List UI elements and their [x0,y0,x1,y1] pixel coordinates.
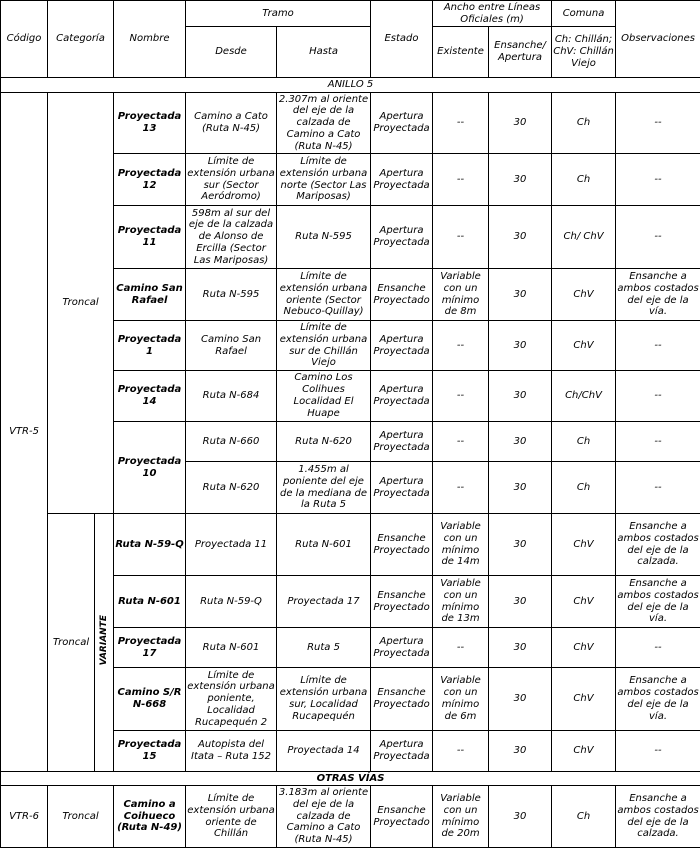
estado-cell: Apertura Proyectada [371,206,433,269]
nombre-cell: Proyectada 12 [114,154,186,206]
header-comuna: Comuna [552,1,616,27]
observaciones-cell: -- [616,154,700,206]
header-desde: Desde [186,27,277,78]
ensanche-cell: 30 [489,668,552,731]
comuna-cell: Ch [552,422,616,462]
estado-cell: Apertura Proyectada [371,628,433,668]
nombre-cell: Camino S/R N-668 [114,668,186,731]
comuna-cell: ChV [552,668,616,731]
ensanche-cell: 30 [489,206,552,269]
existente-cell: Variable con un mínimo de 20m [433,786,489,848]
observaciones-cell: -- [616,731,700,772]
ensanche-cell: 30 [489,422,552,462]
ensanche-cell: 30 [489,786,552,848]
nombre-cell: Ruta N-601 [114,576,186,628]
existente-cell: -- [433,206,489,269]
estado-cell: Ensanche Proyectado [371,576,433,628]
nombre-cell: Ruta N-59-Q [114,514,186,576]
observaciones-cell: Ensanche a ambos costados del eje de la calzada. [616,786,700,848]
comuna-cell: Ch [552,154,616,206]
existente-cell: Variable con un mínimo de 13m [433,576,489,628]
estado-cell: Apertura Proyectada [371,462,433,514]
header-estado: Estado [371,1,433,78]
hasta-cell: Ruta N-620 [277,422,371,462]
table-row [1,514,700,576]
header-nombre: Nombre [114,1,186,78]
hasta-cell: 3.183m al oriente del eje de la calzada de Camino a Cato (Ruta N-45) [277,786,371,848]
ensanche-cell: 30 [489,462,552,514]
existente-cell: -- [433,422,489,462]
existente-cell: Variable con un mínimo de 14m [433,514,489,576]
nombre-cell: Camino a Coihueco (Ruta N-49) [114,786,186,848]
nombre-cell: Camino San Rafael [114,269,186,321]
observaciones-cell: -- [616,422,700,462]
nombre-cell: Proyectada 1 [114,321,186,371]
existente-cell: -- [433,462,489,514]
section-otras-vias: OTRAS VÍAS [1,772,700,786]
nombre-cell: Proyectada 11 [114,206,186,269]
estado-cell: Apertura Proyectada [371,321,433,371]
comuna-cell: ChV [552,576,616,628]
desde-cell: Ruta N-601 [186,628,277,668]
desde-cell: Límite de extensión urbana oriente de Chillán [186,786,277,848]
comuna-cell: ChV [552,628,616,668]
nombre-cell: Proyectada 13 [114,93,186,154]
comuna-cell: Ch [552,786,616,848]
hasta-cell: Proyectada 17 [277,576,371,628]
hasta-cell: Camino Los Colihues Localidad El Huape [277,371,371,422]
codigo-cell: VTR-6 [1,786,48,848]
observaciones-cell: -- [616,93,700,154]
observaciones-cell: Ensanche a ambos costados del eje de la calzada. [616,514,700,576]
desde-cell: Límite de extensión urbana sur (Sector Aeródromo) [186,154,277,206]
comuna-cell: Ch [552,462,616,514]
existente-cell: -- [433,93,489,154]
desde-cell: Ruta N-595 [186,269,277,321]
existente-cell: -- [433,731,489,772]
hasta-cell: Ruta N-601 [277,514,371,576]
ensanche-cell: 30 [489,321,552,371]
existente-cell: Variable con un mínimo de 8m [433,269,489,321]
desde-cell: 598m al sur del eje de la calzada de Alonso de Ercilla (Sector Las Mariposas) [186,206,277,269]
desde-cell: Camino a Cato (Ruta N-45) [186,93,277,154]
variante-label: VARIANTE [98,615,109,666]
estado-cell: Apertura Proyectada [371,422,433,462]
estado-cell: Apertura Proyectada [371,154,433,206]
existente-cell: Variable con un mínimo de 6m [433,668,489,731]
observaciones-cell: -- [616,462,700,514]
header-hasta: Hasta [277,27,371,78]
table-row [1,93,700,154]
comuna-cell: Ch/ ChV [552,206,616,269]
hasta-cell: Ruta 5 [277,628,371,668]
existente-cell: -- [433,371,489,422]
header-categoria: Categoría [48,1,114,78]
comuna-cell: ChV [552,269,616,321]
hasta-cell: Límite de extensión urbana sur, Localidad Rucapequén [277,668,371,731]
comuna-cell: ChV [552,731,616,772]
desde-cell: Ruta N-59-Q [186,576,277,628]
ensanche-cell: 30 [489,628,552,668]
header-comuna-legend: Ch: Chillán; ChV: Chillán Viejo [552,27,616,78]
estado-cell: Ensanche Proyectado [371,786,433,848]
table-row [1,786,700,848]
estado-cell: Apertura Proyectada [371,731,433,772]
comuna-cell: Ch/ChV [552,371,616,422]
ensanche-cell: 30 [489,576,552,628]
desde-cell: Ruta N-660 [186,422,277,462]
observaciones-cell: -- [616,321,700,371]
ensanche-cell: 30 [489,731,552,772]
estado-cell: Apertura Proyectada [371,371,433,422]
nombre-cell: Proyectada 15 [114,731,186,772]
estado-cell: Ensanche Proyectado [371,514,433,576]
estado-cell: Apertura Proyectada [371,93,433,154]
existente-cell: -- [433,321,489,371]
observaciones-cell: Ensanche a ambos costados del eje de la vía. [616,668,700,731]
hasta-cell: Proyectada 14 [277,731,371,772]
header-codigo: Código [1,1,48,78]
comuna-cell: ChV [552,514,616,576]
observaciones-cell: Ensanche a ambos costados del eje de la vía. [616,269,700,321]
variante-cell [95,514,114,772]
desde-cell: Límite de extensión urbana poniente, Localidad Rucapequén 2 [186,668,277,731]
existente-cell: -- [433,628,489,668]
observaciones-cell: -- [616,628,700,668]
desde-cell: Proyectada 11 [186,514,277,576]
desde-cell: Camino San Rafael [186,321,277,371]
existente-cell: -- [433,154,489,206]
header-existente: Existente [433,27,489,78]
header-observaciones: Observaciones [616,1,700,78]
comuna-cell: ChV [552,321,616,371]
observaciones-cell: -- [616,371,700,422]
comuna-cell: Ch [552,93,616,154]
nombre-cell: Proyectada 14 [114,371,186,422]
hasta-cell: Ruta N-595 [277,206,371,269]
header-ensanche: Ensanche/ Apertura [489,27,552,78]
ensanche-cell: 30 [489,154,552,206]
desde-cell: Ruta N-620 [186,462,277,514]
header-ancho: Ancho entre Líneas Oficiales (m) [433,1,552,27]
section-anillo-5: ANILLO 5 [1,78,700,93]
categoria-cell: Troncal [48,514,95,772]
ensanche-cell: 30 [489,371,552,422]
header-tramo: Tramo [186,1,371,27]
estado-cell: Ensanche Proyectado [371,668,433,731]
desde-cell: Autopista del Itata – Ruta 152 [186,731,277,772]
desde-cell: Ruta N-684 [186,371,277,422]
observaciones-cell: -- [616,206,700,269]
hasta-cell: 2.307m al oriente del eje de la calzada de Camino a Cato (Ruta N-45) [277,93,371,154]
hasta-cell: Límite de extensión urbana sur de Chillán Viejo [277,321,371,371]
categoria-cell: Troncal [48,786,114,848]
ensanche-cell: 30 [489,269,552,321]
codigo-cell: VTR-5 [1,93,48,772]
nombre-cell: Proyectada 17 [114,628,186,668]
hasta-cell: Límite de extensión urbana norte (Sector Las Mariposas) [277,154,371,206]
ensanche-cell: 30 [489,514,552,576]
hasta-cell: 1.455m al poniente del eje de la mediana de la Ruta 5 [277,462,371,514]
estado-cell: Ensanche Proyectado [371,269,433,321]
categoria-cell: Troncal [48,93,114,514]
observaciones-cell: Ensanche a ambos costados del eje de la vía. [616,576,700,628]
hasta-cell: Límite de extensión urbana oriente (Sector Nebuco-Quillay) [277,269,371,321]
ensanche-cell: 30 [489,93,552,154]
nombre-cell: Proyectada 10 [114,422,186,514]
